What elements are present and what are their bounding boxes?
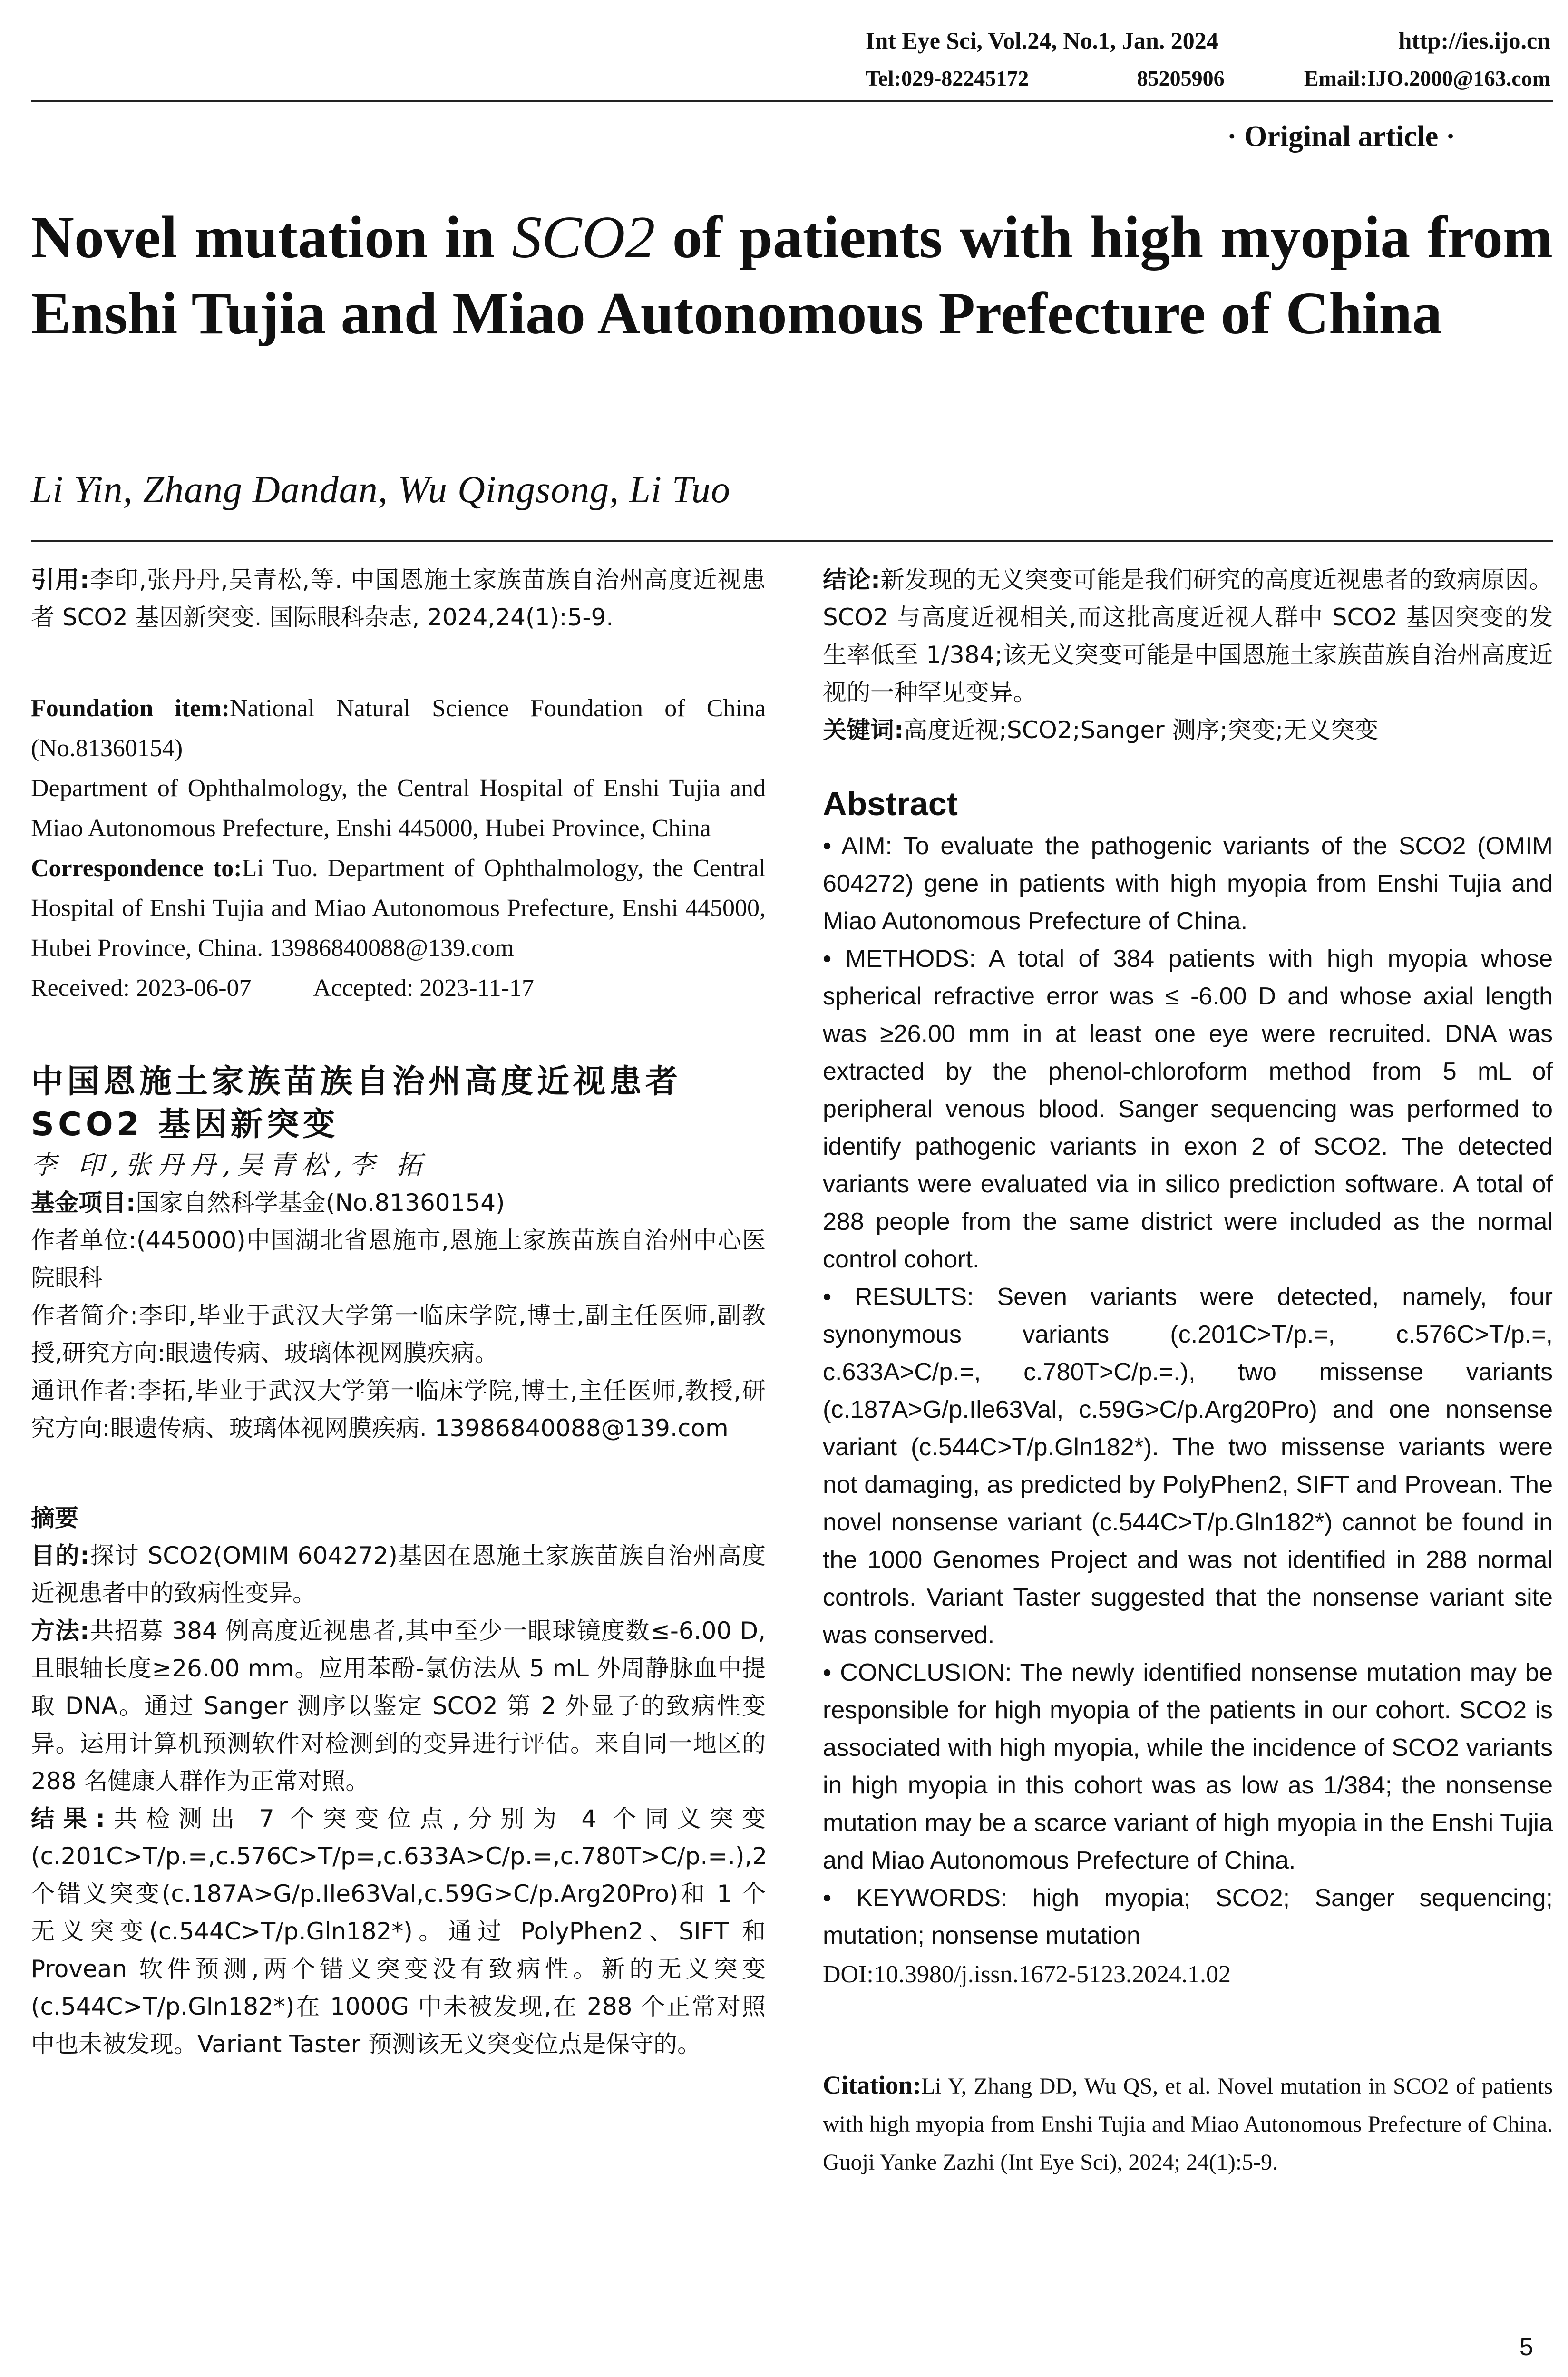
abstract-conclusion: • CONCLUSION: The newly identified nonsense mutation may be responsible for high myopia of the patients in our cohort. SCO2 is associated with high myopia, while the incidence of SCO2 variants in high myopia in this cohort was as low as 1/384; the nonsense mutation may be a scarce variant of high myopia in the Enshi Tujia and Miao Autonomous Prefecture of China. bbox=[823, 1659, 1553, 1874]
cn-fund-text: 国家自然科学基金(No.81360154) bbox=[136, 1189, 505, 1217]
right-column bbox=[823, 561, 1553, 2182]
article-title bbox=[31, 200, 1553, 352]
title-part1: Novel mutation in bbox=[31, 205, 512, 271]
article-type: · Original article · bbox=[1227, 120, 1456, 153]
page-number: 5 bbox=[1519, 2333, 1533, 2361]
cn-conclusion-label: 结论: bbox=[823, 566, 880, 594]
title-gene: SCO2 bbox=[512, 205, 655, 271]
journal-header-line2 bbox=[866, 66, 1550, 91]
left-column bbox=[31, 561, 766, 2063]
title-rule bbox=[31, 540, 1553, 542]
cn-methods bbox=[31, 1612, 766, 1800]
abstract-results: • RESULTS: Seven variants were detected, namely, four synonymous variants (c.201C>T/p.=, c.576C>T/p.=, c.633A>C/p.=, c.780T>C/p.=.), two missense variants (c.187A>G/p.Ile63Val, c.59G>C/p.Arg20Pro) and one nonsense variant (c.544C>T/p.Gln182*). The two missense variants were not damaging, as predicted by PolyPhen2, SIFT and Provean. The novel nonsense variant (c.544C>T/p.Gln182*) cannot be found in the 1000 Genomes Project and was not identified in 288 normal controls. Variant Taster suggested that the nonsense variant site was conserved. bbox=[823, 1283, 1553, 1649]
author-list: Li Yin, Zhang Dandan, Wu Qingsong, Li Tuo bbox=[31, 469, 730, 511]
correspondence bbox=[31, 848, 766, 968]
cn-contact bbox=[31, 1372, 766, 1447]
cn-results-label: 结果: bbox=[31, 1805, 105, 1832]
abstract-methods: • METHODS: A total of 384 patients with high myopia whose spherical refractive error was ≤ -6.00 D and whose axial length was ≥26.00 mm in at least one eye were recruited. DNA was extracted by the phenol-chloroform method from 5 mL of peripheral venous blood. Sanger sequencing was performed to identify pathogenic variants in exon 2 of SCO2. The detected variants were evaluated via in silico prediction software. A total of 288 people from the same district were included as the normal control cohort. bbox=[823, 945, 1553, 1273]
citation-text: Li Y, Zhang DD, Wu QS, et al. Novel mutation in SCO2 of patients with high myopia from Enshi Tujia and Miao Autonomous Prefecture of China. Guoji Yanke Zazhi (Int Eye Sci), 2024; 24(1):5-9. bbox=[823, 2074, 1553, 2175]
cn-results bbox=[31, 1800, 766, 2063]
journal-url[interactable]: http://ies.ijo.cn bbox=[1398, 27, 1550, 54]
foundation-item bbox=[31, 689, 766, 769]
journal-citation: Int Eye Sci, Vol.24, No.1, Jan. 2024 bbox=[866, 27, 1218, 54]
cn-results-text: 共检测出 7 个突变位点,分别为 4 个同义突变(c.201C>T/p.=,c.576C>T/p=,c.633A>C/p.=,c.780T>C/p.=.),2 个错义突变(c.187A>G/p.Ile63Val,c.59G>C/p.Arg20Pro)和 1 个无义突变(c.544C>T/p.Gln182*)。通过 PolyPhen2、SIFT 和 Provean 软件预测,两个错义突变没有致病性。新的无义突变(c.544C>T/p.Gln182*)在 1000G 中未被发现,在 288 个正常对照中也未被发现。Variant Taster 预测该无义突变位点是保守的。 bbox=[31, 1805, 768, 2058]
citation-label: Citation: bbox=[823, 2071, 921, 2099]
received-date: Received: 2023-06-07 bbox=[31, 974, 252, 1002]
cn-conclusion bbox=[823, 561, 1553, 711]
cn-keywords bbox=[823, 711, 1553, 749]
department: Department of Ophthalmology, the Central Hospital of Enshi Tujia and Miao Autonomous Prefecture, Enshi 445000, Hubei Province, China bbox=[31, 775, 766, 842]
citation bbox=[823, 2066, 1553, 2182]
cn-fund-label: 基金项目: bbox=[31, 1189, 136, 1217]
journal-tel2: 85205906 bbox=[1137, 66, 1225, 90]
cn-unit bbox=[31, 1222, 766, 1297]
cite-cn bbox=[31, 561, 766, 636]
journal-tel: Tel:029-82245172 bbox=[866, 66, 1029, 90]
cn-title: 中国恩施土家族苗族自治州高度近视患者 SCO2 基因新突变 bbox=[31, 1063, 682, 1143]
cn-keywords-text: 高度近视;SCO2;Sanger 测序;突变;无义突变 bbox=[904, 716, 1379, 744]
title-part2: of patients with high myopia from Enshi Tujia and Miao Autonomous Prefecture of China bbox=[31, 205, 1553, 347]
cn-unit-label: 作者单位: bbox=[31, 1227, 136, 1254]
correspondence-text: Li Tuo. Department of Ophthalmology, the Central Hospital of Enshi Tujia and Miao Autonomous Prefecture, Enshi 445000, Hubei Province, China. 13986840088@139.com bbox=[31, 855, 766, 962]
accepted-date: Accepted: 2023-11-17 bbox=[313, 974, 535, 1002]
foundation-text: National Natural Science Foundation of China (No.81360154) bbox=[31, 695, 766, 762]
cn-unit-text: (445000)中国湖北省恩施市,恩施土家族苗族自治州中心医院眼科 bbox=[31, 1227, 766, 1292]
cn-abstract-head: 摘要 bbox=[31, 1504, 78, 1532]
cn-authors: 李 印,张丹丹,吴青松,李 拓 bbox=[31, 1150, 429, 1180]
abstract-heading: Abstract bbox=[823, 785, 958, 822]
correspondence-label: Correspondence to: bbox=[31, 855, 242, 882]
cn-aim-label: 目的: bbox=[31, 1542, 90, 1569]
journal-email[interactable]: Email:IJO.2000@163.com bbox=[1304, 66, 1550, 90]
cn-contact-text: 李拓,毕业于武汉大学第一临床学院,博士,主任医师,教授,研究方向:眼遗传病、玻璃体视网膜疾病. 13986840088@139.com bbox=[31, 1377, 766, 1442]
header-rule bbox=[31, 100, 1553, 102]
cn-bio-text: 李印,毕业于武汉大学第一临床学院,博士,副主任医师,副教授,研究方向:眼遗传病、玻璃体视网膜疾病。 bbox=[31, 1302, 766, 1367]
cn-conclusion-text: 新发现的无义突变可能是我们研究的高度近视患者的致病原因。SCO2 与高度近视相关,而这批高度近视人群中 SCO2 基因突变的发生率低至 1/384;该无义突变可能是中国恩施土家族苗族自治州高度近视的一种罕见变异。 bbox=[823, 566, 1553, 706]
abstract-aim: • AIM: To evaluate the pathogenic variants of the SCO2 (OMIM 604272) gene in patients with high myopia from Enshi Tujia and Miao Autonomous Prefecture of China. bbox=[823, 832, 1553, 935]
cn-keywords-label: 关键词: bbox=[823, 716, 904, 744]
cn-bio bbox=[31, 1297, 766, 1372]
cn-aim bbox=[31, 1537, 766, 1612]
doi[interactable]: DOI:10.3980/j.issn.1672-5123.2024.1.02 bbox=[823, 1961, 1231, 1988]
cn-fund bbox=[31, 1184, 766, 1222]
cn-methods-label: 方法: bbox=[31, 1617, 89, 1645]
cite-label: 引用: bbox=[31, 566, 89, 594]
cn-bio-label: 作者简介: bbox=[31, 1302, 138, 1329]
foundation-label: Foundation item: bbox=[31, 695, 230, 722]
cn-methods-text: 共招募 384 例高度近视患者,其中至少一眼球镜度数≤-6.00 D,且眼轴长度≥26.00 mm。应用苯酚-氯仿法从 5 mL 外周静脉血中提取 DNA。通过 Sanger 测序以鉴定 SCO2 第 2 外显子的致病性变异。运用计算机预测软件对检测到的变异进行评估。来自同一地区的 288 名健康人群作为正常对照。 bbox=[31, 1617, 766, 1795]
cn-contact-label: 通讯作者: bbox=[31, 1377, 137, 1404]
cn-aim-text: 探讨 SCO2(OMIM 604272)基因在恩施土家族苗族自治州高度近视患者中的致病性变异。 bbox=[31, 1542, 766, 1607]
dates bbox=[31, 968, 766, 1008]
cite-text: 李印,张丹丹,吴青松,等. 中国恩施土家族苗族自治州高度近视患者 SCO2 基因新突变. 国际眼科杂志, 2024,24(1):5-9. bbox=[31, 566, 766, 631]
journal-header-line1 bbox=[866, 27, 1550, 54]
abstract-keywords: • KEYWORDS: high myopia; SCO2; Sanger sequencing; mutation; nonsense mutation bbox=[823, 1884, 1553, 1949]
